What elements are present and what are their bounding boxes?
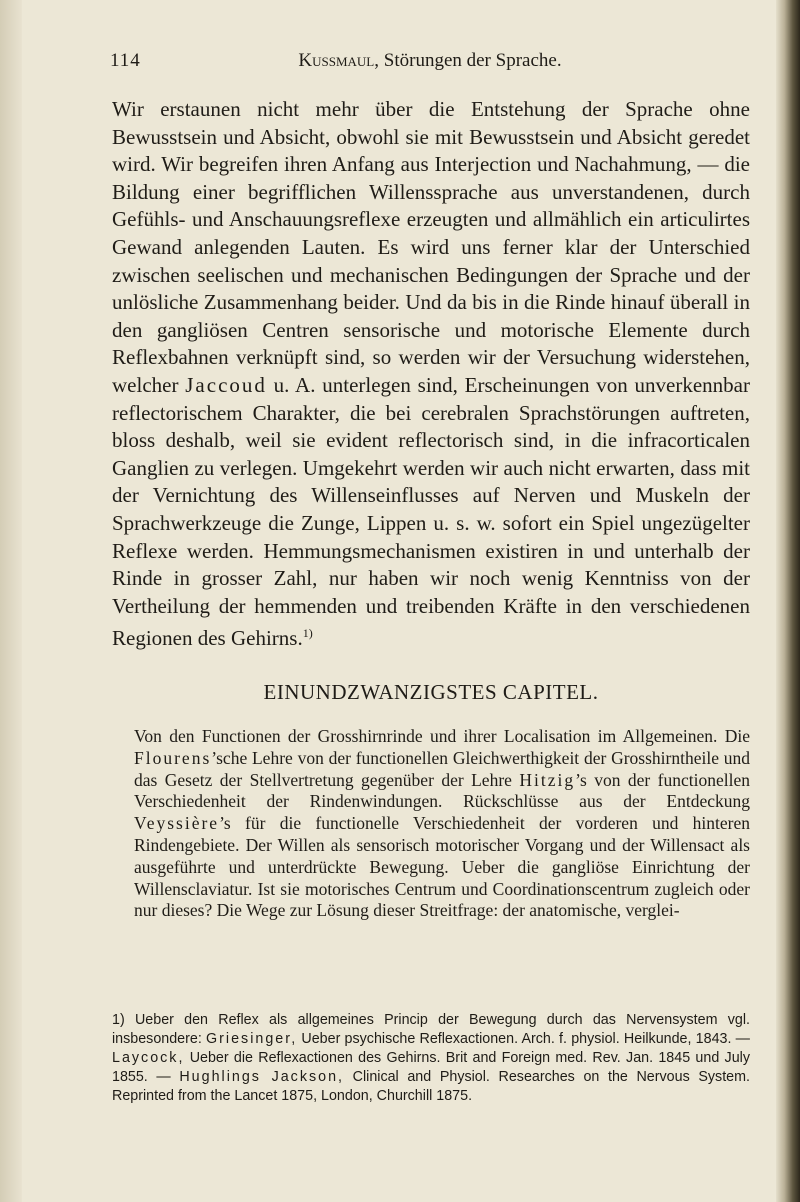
footnote-part-3: Ueber die Reflexactionen des Gehirns. Brit and Foreign med. Rev. Jan. 1845 und July 1855. — [112,1050,750,1085]
author-name-jaccoud: Jaccoud [185,372,267,397]
footnote-part-2: Ueber psychische Reflexactionen. Arch. f. physiol. Heilkunde, 1843. — [301,1031,750,1047]
running-title [110,50,750,72]
running-header [110,50,750,78]
chapter-title: EINUNDZWANZIGSTES CAPITEL. [263,680,599,704]
body-text-part-2: u. A. unterlegen sind, Erscheinungen von unverkennbar reflectorischem Charakter, die bei cerebralen Sprachstörungen auftreten, bloss deshalb, weil sie evident reflectorisch sind, in die infracorticalen Ganglien zu verlegen. Umgekehrt werden wir auch nicht erwarten, dass mit der Vernichtung des Willenseinflusses auf Nerven und Muskeln der Sprachwerkzeuge die Zunge, Lippen u. s. w. sofort ein Spiel ungezügelter Reflexe werden. Hemmungsmechanismen existiren in und unterhalb der Rinde in grosser Zahl, nur haben wir noch wenig Kenntniss von der Vertheilung der hemmenden und treibenden Kräfte in den verschiedenen Regionen des Gehirns. [112,372,750,651]
footnote-part-1: 1) Ueber den Reflex als allgemeines Princip der Bewegung durch das Nervensystem vgl. insbesondere: [112,1012,750,1047]
page-left-shadow [0,0,22,1202]
author-name-veyssiere: Veyssière [134,813,220,834]
running-title-text: Störungen der Sprache. [383,50,562,71]
chapter-summary [134,726,750,922]
summary-part-2: ’sche Lehre von der functionellen Gleichwerthigkeit der Grosshirntheile und das Gesetz der Stellvertretung gegenüber der Lehre [134,747,750,790]
body-text-part-1: Wir erstaunen nicht mehr über die Entstehung der Sprache ohne Bewusstsein und Absicht, obwohl sie mit Bewusstsein und Absicht geredet wird. Wir begreifen ihren Anfang aus Interjection und Nachahmung, — die Bildung einer begrifflichen Willenssprache aus unverstandenen, durch Gefühls- und Anschauungsreflexe erzeugten und allmählich ein articulirtes Gewand anlegenden Lauten. Es wird uns ferner klar der Unterschied zwischen seelischen und mechanischen Bedingungen der Sprache und der unlösliche Zusammenhang beider. Und da bis in die Rinde hinauf überall in den gangliösen Centren sensorische und motorische Elemente durch Reflexbahnen verknüpft sind, so werden wir der Versuchung widerstehen, welcher [112,97,750,397]
footnote-marker: 1) [302,626,313,641]
author-name-griesinger: Griesinger, [206,1031,298,1047]
footnote-part-4: Clinical and Physiol. Researches on the Nervous System. Reprinted from the Lancet 1875, London, Churchill 1875. [112,1069,750,1104]
author-name-jackson: Hughlings Jackson, [179,1069,344,1085]
author-name-hitzig: Hitzig [519,769,576,790]
author-name-laycock: Laycock, [112,1050,185,1066]
running-title-author: Kussmaul, [298,50,380,71]
footnote [112,1011,750,1106]
body-paragraph [112,96,750,653]
summary-part-1: Von den Functionen der Grosshirnrinde und ihrer Localisation im Allgemeinen. Die [134,726,750,746]
summary-part-4: ’s für die functionelle Verschiedenheit der vorderen und hinteren Rindengebiete. Der Willen als sensorisch motorischer Vorgang und der Willensact als ausgeführte und unterdrückte Bewegung. Ueber die gangliöse Einrichtung der Willensclaviatur. Ist sie motorisches Centrum und Coordinationscentrum zugleich oder nur dieses? Die Wege zur Lösung dieser Streitfrage: der anatomische, verglei- [134,813,750,921]
page-edge-shadow [776,0,800,1202]
author-name-flourens: Flourens [134,747,212,768]
summary-part-3: ’s von der functionellen Verschiedenheit der Rindenwindungen. Rückschlüsse aus der Entdeckung [134,769,751,812]
page-number: 114 [110,50,141,71]
